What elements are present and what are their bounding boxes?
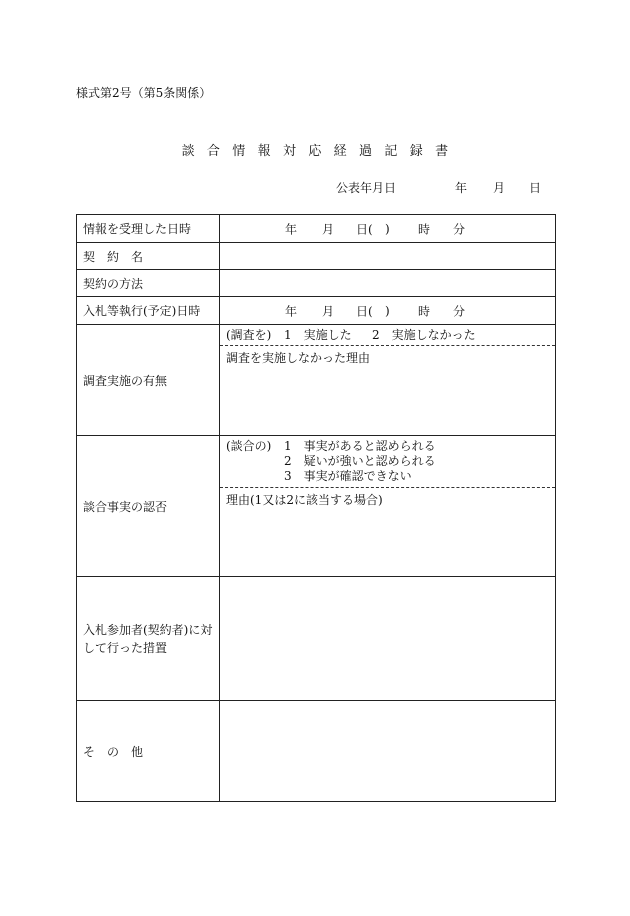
- record-form-table: [76, 214, 556, 802]
- collusion-reason-label: 理由(1又は2に該当する場合): [226, 493, 383, 507]
- info-received-year: 年: [285, 222, 298, 236]
- info-received-hour: 時: [418, 222, 431, 236]
- row-info-received: [77, 215, 556, 243]
- investigation-prefix: (調査を): [226, 328, 272, 342]
- bid-year: 年: [285, 304, 298, 318]
- measures-label-line-2: して行った措置: [83, 640, 168, 655]
- contract-name-field[interactable]: [220, 243, 556, 270]
- investigation-option-2[interactable]: 2 実施しなかった: [372, 328, 476, 342]
- measures-field[interactable]: [220, 577, 556, 701]
- other-label: そ の 他: [77, 701, 220, 802]
- info-received-paren-close: ): [385, 221, 390, 236]
- form-number: 様式第2号（第5条関係）: [76, 86, 212, 100]
- collusion-option-2[interactable]: 2 疑いが強いと認められる: [284, 454, 436, 468]
- measures-label: [77, 577, 220, 701]
- investigation-field: [220, 325, 556, 436]
- info-received-label: 情報を受理した日時: [77, 215, 220, 243]
- bid-day: 日(: [356, 304, 373, 318]
- contract-name-label: 契 約 名: [77, 243, 220, 270]
- publication-year-field[interactable]: 年: [455, 181, 468, 195]
- collusion-label: 談合事実の認否: [77, 436, 220, 577]
- collusion-option-1[interactable]: 1 事実があると認められる: [284, 439, 436, 453]
- publication-month-field[interactable]: 月: [493, 181, 506, 195]
- investigation-option-1[interactable]: 1 実施した: [284, 328, 352, 342]
- bid-paren-close: ): [385, 303, 390, 318]
- row-investigation: [77, 325, 556, 436]
- row-contract-method: [77, 270, 556, 297]
- info-received-month: 月: [322, 222, 335, 236]
- row-bid-datetime: [77, 297, 556, 325]
- investigation-reason-label: 調査を実施しなかった理由: [226, 351, 371, 365]
- bid-minute: 分: [453, 304, 466, 318]
- info-received-datetime-field[interactable]: [220, 215, 556, 243]
- investigation-options: [220, 325, 555, 346]
- collusion-option-3[interactable]: 3 事実が確認できない: [284, 469, 412, 483]
- document-title: 談合情報対応経過記録書: [181, 144, 461, 159]
- collusion-options: [220, 436, 555, 488]
- bid-hour: 時: [418, 304, 431, 318]
- collusion-prefix: (談合の): [226, 439, 272, 453]
- row-measures: [77, 577, 556, 701]
- info-received-minute: 分: [453, 222, 466, 236]
- row-contract-name: [77, 243, 556, 270]
- measures-label-line-1: 入札参加者(契約者)に対: [83, 622, 213, 637]
- collusion-field: [220, 436, 556, 577]
- other-field[interactable]: [220, 701, 556, 802]
- bid-datetime-label: 入札等執行(予定)日時: [77, 297, 220, 325]
- investigation-label: 調査実施の有無: [77, 325, 220, 436]
- investigation-reason-field[interactable]: [220, 346, 555, 366]
- contract-method-field[interactable]: [220, 270, 556, 297]
- publication-date-label: 公表年月日: [336, 181, 397, 195]
- publication-day-field[interactable]: 日: [529, 181, 542, 195]
- bid-month: 月: [322, 304, 335, 318]
- row-collusion: [77, 436, 556, 577]
- info-received-day: 日(: [356, 222, 373, 236]
- bid-datetime-field[interactable]: [220, 297, 556, 325]
- contract-method-label: 契約の方法: [77, 270, 220, 297]
- collusion-reason-field[interactable]: [220, 488, 555, 508]
- row-other: [77, 701, 556, 802]
